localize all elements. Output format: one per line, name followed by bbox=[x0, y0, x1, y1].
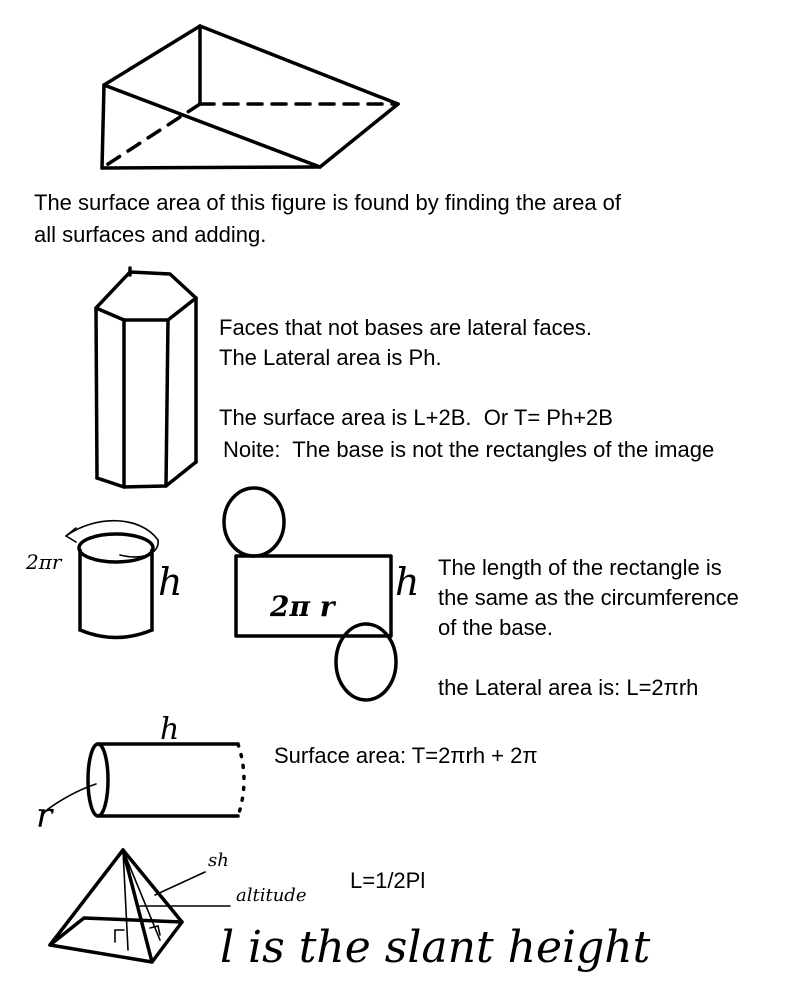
prism-note-line1: The surface area of this figure is found by finding the area of bbox=[34, 190, 622, 215]
hexagonal-prism-figure bbox=[96, 268, 196, 487]
horizontal-cylinder-figure bbox=[44, 744, 244, 816]
circumference-label: 2πr bbox=[26, 550, 62, 574]
cylinder-note-line1: The length of the rectangle is bbox=[438, 555, 722, 580]
hex-note-line2: The Lateral area is Ph. bbox=[219, 345, 442, 370]
net-length-label: 2π r bbox=[270, 590, 335, 623]
cylinder-note-line2: the same as the circumference bbox=[438, 585, 739, 610]
net-height-label: h bbox=[395, 560, 420, 604]
hex-note-line4: Noite: The base is not the rectangles of the image bbox=[223, 437, 715, 462]
prism-note-line2: all surfaces and adding. bbox=[34, 222, 267, 247]
small-cylinder-figure bbox=[66, 521, 158, 638]
surface-area-formula: Surface area: T=2πrh + 2π bbox=[274, 743, 538, 768]
slant-height-note: l is the slant height bbox=[220, 922, 651, 973]
altitude-label: altitude bbox=[236, 885, 307, 906]
square-pyramid-figure bbox=[50, 850, 230, 962]
hex-note-line1: Faces that not bases are lateral faces. bbox=[219, 315, 592, 340]
horizontal-cylinder-length-label: h bbox=[160, 712, 180, 747]
lateral-area-pyramid-formula: L=1/2Pl bbox=[350, 868, 426, 893]
sh-label: sh bbox=[208, 850, 229, 871]
hex-note-line3: The surface area is L+2B. Or T= Ph+2B bbox=[219, 405, 613, 430]
triangular-prism-figure bbox=[102, 26, 398, 168]
cylinder-note-line3: of the base. bbox=[438, 615, 553, 640]
radius-label: r bbox=[36, 796, 53, 836]
cylinder-note-line4: the Lateral area is: L=2πrh bbox=[438, 675, 699, 700]
small-cylinder-height-label: h bbox=[158, 560, 183, 604]
